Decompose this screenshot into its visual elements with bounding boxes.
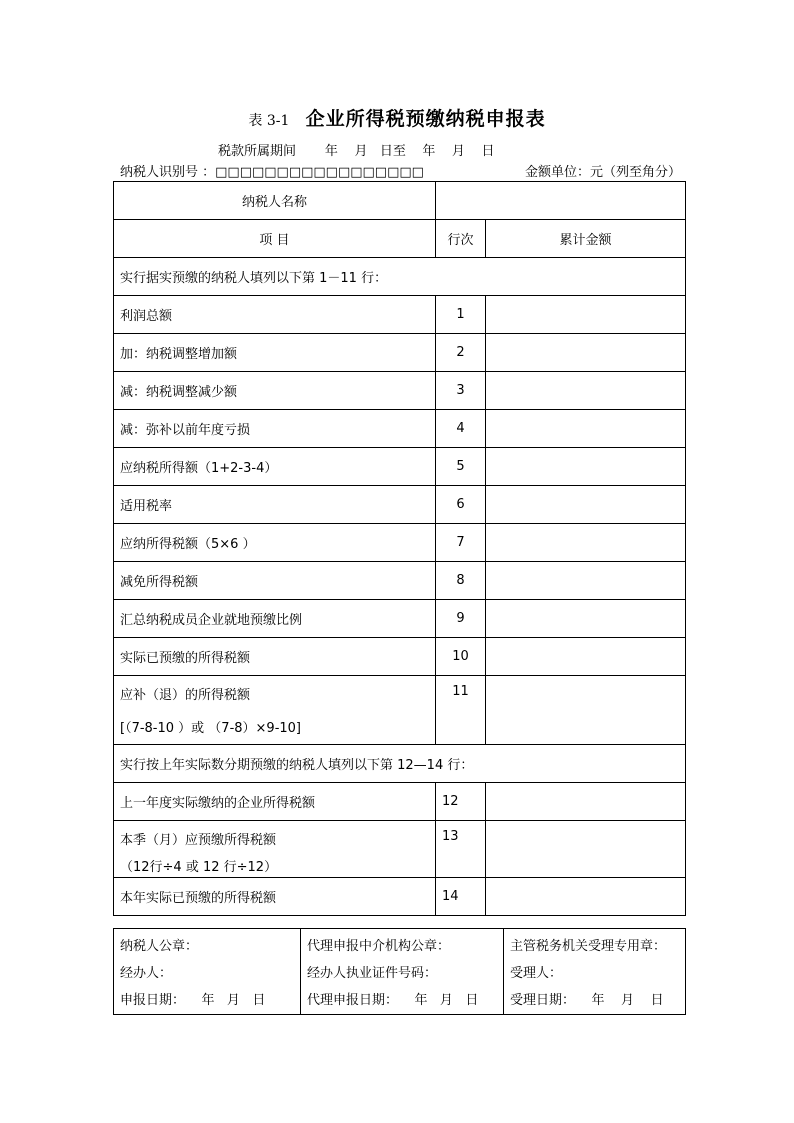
section-2-label: 实行按上年实际数分期预缴的纳税人填列以下第 12—14 行：: [114, 745, 686, 783]
section-heading: [114, 258, 686, 296]
header-row: [114, 220, 686, 258]
row-line: 14: [436, 878, 486, 916]
table-row: [114, 410, 686, 448]
table-row: [114, 334, 686, 372]
amount-input[interactable]: [486, 821, 686, 878]
row-label: [114, 676, 436, 745]
row-label: 本年实际已预缴的所得税额: [114, 878, 436, 916]
amount-input[interactable]: [486, 486, 686, 524]
amount-input[interactable]: [486, 296, 686, 334]
authority-signature-block[interactable]: [504, 929, 686, 1015]
section-1-label: 实行据实预缴的纳税人填列以下第 1－11 行：: [114, 258, 686, 296]
taxpayer-seal-label: 纳税人公章：: [120, 939, 199, 954]
signature-table: [113, 928, 686, 1015]
row-label: 加：纳税调整增加额: [114, 334, 436, 372]
declare-date-label: 申报日期： 年 月 日: [120, 993, 266, 1008]
table-row: [114, 600, 686, 638]
col-header-line: 行次: [436, 220, 486, 258]
row-label: 汇总纳税成员企业就地预缴比例: [114, 600, 436, 638]
row-line: 7: [436, 524, 486, 562]
row-line: 4: [436, 410, 486, 448]
authority-seal-label: 主管税务机关受理专用章：: [510, 939, 667, 954]
table-row: [114, 878, 686, 916]
taxpayer-name-input[interactable]: [436, 182, 686, 220]
amount-input[interactable]: [486, 878, 686, 916]
row-line: 2: [436, 334, 486, 372]
page-title: 企业所得税预缴纳税申报表: [305, 108, 546, 130]
row-13-label: 本季（月）应预缴所得税额: [120, 833, 277, 848]
table-row: [114, 524, 686, 562]
agent-cert-label: 经办人执业证件号码：: [307, 966, 438, 981]
row-label: 实际已预缴的所得税额: [114, 638, 436, 676]
section-heading: [114, 745, 686, 783]
amount-input[interactable]: [486, 372, 686, 410]
amount-input[interactable]: [486, 334, 686, 372]
row-label: 应纳税所得额（1+2-3-4）: [114, 448, 436, 486]
amount-input[interactable]: [486, 638, 686, 676]
amount-unit: 金额单位：元（列至角分）: [525, 165, 682, 180]
col-header-item: 项 目: [114, 220, 436, 258]
row-line: 6: [436, 486, 486, 524]
tax-period: 税款所属期间 年 月 日至 年 月 日: [218, 144, 495, 159]
agent-seal-label: 代理申报中介机构公章：: [307, 939, 451, 954]
row-label: 适用税率: [114, 486, 436, 524]
table-row: [114, 372, 686, 410]
taxpayer-signature-block[interactable]: [114, 929, 301, 1015]
declaration-table: [113, 181, 686, 916]
table-row: [114, 562, 686, 600]
amount-input[interactable]: [486, 676, 686, 745]
row-label: [114, 821, 436, 878]
row-label: 减：弥补以前年度亏损: [114, 410, 436, 448]
form-title: [0, 104, 794, 131]
table-row: [114, 638, 686, 676]
row-line: 5: [436, 448, 486, 486]
row-label: 利润总额: [114, 296, 436, 334]
row-line: 11: [436, 676, 486, 745]
table-row: [114, 296, 686, 334]
row-label: 减：纳税调整减少额: [114, 372, 436, 410]
row-line: 1: [436, 296, 486, 334]
row-line: 12: [436, 783, 486, 821]
col-header-amount: 累计金额: [486, 220, 686, 258]
row-11-label: 应补（退）的所得税额: [120, 688, 251, 703]
agent-date-label: 代理申报日期： 年 月 日: [307, 993, 479, 1008]
agent-signature-block[interactable]: [301, 929, 504, 1015]
amount-input[interactable]: [486, 562, 686, 600]
amount-input[interactable]: [486, 410, 686, 448]
taxpayer-name-label: 纳税人名称: [114, 182, 436, 220]
table-row: [114, 821, 686, 878]
table-row: [114, 676, 686, 745]
row-line: 10: [436, 638, 486, 676]
handler-label: 经办人：: [120, 966, 173, 981]
receive-date-label: 受理日期： 年 月 日: [510, 993, 664, 1008]
taxpayer-id-field[interactable]: 纳税人识别号 ：□□□□□□□□□□□□□□□□□: [120, 165, 424, 180]
row-line: 13: [436, 821, 486, 878]
taxpayer-name-row: [114, 182, 686, 220]
amount-input[interactable]: [486, 783, 686, 821]
row-line: 8: [436, 562, 486, 600]
amount-input[interactable]: [486, 524, 686, 562]
table-row: [114, 783, 686, 821]
receiver-label: 受理人：: [510, 966, 563, 981]
row-line: 9: [436, 600, 486, 638]
table-number: 表 3-1: [248, 113, 290, 129]
table-row: [114, 448, 686, 486]
row-13-formula: （12行÷4 或 12 行÷12）: [120, 860, 278, 875]
row-label: 上一年度实际缴纳的企业所得税额: [114, 783, 436, 821]
amount-input[interactable]: [486, 600, 686, 638]
row-label: 应纳所得税额（5×6 ）: [114, 524, 436, 562]
table-row: [114, 486, 686, 524]
row-11-formula: [（7-8-10 ）或 （7-8）×9-10]: [120, 721, 302, 736]
row-line: 3: [436, 372, 486, 410]
amount-input[interactable]: [486, 448, 686, 486]
row-label: 减免所得税额: [114, 562, 436, 600]
